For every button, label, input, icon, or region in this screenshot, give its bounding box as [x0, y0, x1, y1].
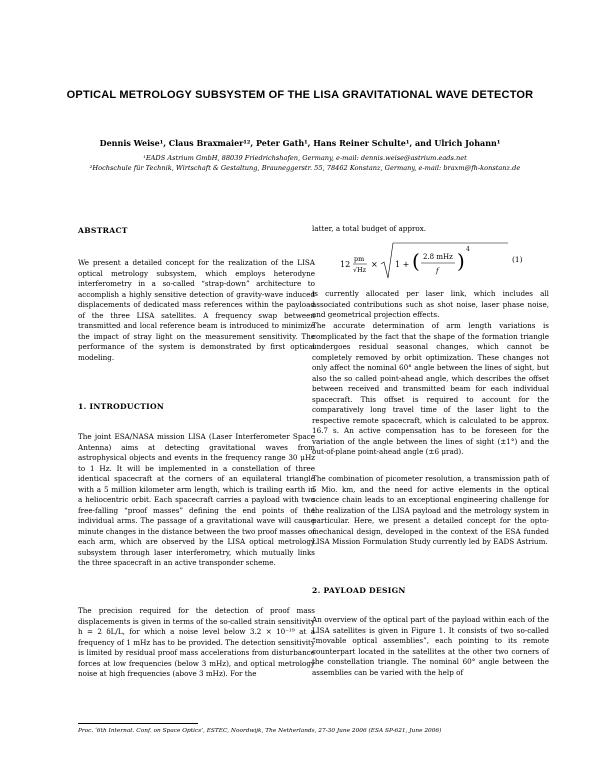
payload-design-heading: 2. PAYLOAD DESIGN: [312, 586, 406, 595]
eq-coefficient: 12: [340, 260, 351, 269]
eq-times: ×: [371, 260, 378, 269]
budget-lead-in: latter, a total budget of approx.: [312, 224, 427, 233]
eq-left-paren: (: [412, 249, 420, 273]
eq-one-plus: 1 +: [395, 260, 410, 269]
eq-unit-numerator: pm: [354, 255, 365, 263]
introduction-heading: 1. INTRODUCTION: [78, 402, 165, 411]
noise-budget-equation: [340, 240, 540, 284]
budget-paragraph: is currently allocated per laser link, which includes all associated contributions such as shot noise, laser phase noise, and geometrical projection effects.: [312, 289, 549, 319]
affiliation-2: ²Hochschule für Technik, Wirtschaft & Gestaltung, Brauneggerstr. 55, 78462 Konstanz, Germany, e-mail: braxm@fh-konstanz.de: [89, 164, 521, 172]
eq-fraction-numerator: 2.8 mHz: [423, 253, 453, 261]
eq-fraction-denominator: f: [436, 267, 439, 275]
abstract-heading: ABSTRACT: [78, 226, 128, 235]
eq-unit-denominator: √Hz: [353, 266, 367, 274]
eq-right-paren: ): [457, 249, 465, 273]
affiliation-1: ¹EADS Astrium GmbH, 88039 Friedrichshafen, Germany, e-mail: dennis.weise@astrium.eads.net: [143, 154, 467, 162]
payload-design-paragraph: An overview of the optical part of the payload within each of the LISA satellites is given in Figure 1. It consists of two so-called “movable optical assemblies”, each pointing to its remote counterpart located in the satellites at the other two corners of the constellation triangle. The nominal 60° angle between the assemblies can be varied with the help of: [312, 615, 549, 677]
introduction-paragraph-1: The joint ESA/NASA mission LISA (Laser Interferometer Space Antenna) aims at detecting gravitational waves from astrophysical objects and events in the frequency range 30 μHz to 1 Hz. It will be implemented in a constellation of three identical spacecraft at the corners of an equilateral triangle with a 5 million kilometer arm length, which is trailing earth in a heliocentric orbit. Each spacecraft carries a payload with two free-falling “proof masses” defining the end points of the individual arms. The passage of a gravitational wave will cause minute changes in the distance between the two proof masses of each arm, which are observed by the LISA optical metrology subsystem through laser interferometry, which mutually links the three spacecraft in an active transponder scheme.: [78, 432, 315, 567]
proceedings-footnote: Proc. ‘6th Internat. Conf. on Space Optics’, ESTEC, Noordwijk, The Netherlands, 27-30 June 2006 (ESA SP-621, June 2006): [78, 728, 442, 734]
introduction-paragraph-2: The precision required for the detection of proof mass displacements is given in terms of the so-called strain sensitivity h = 2 δL/L, for which a noise level below 3.2 × 10⁻¹⁹ at a frequency of 1 mHz has to be provided. The detection sensitivity is limited by residual proof mass accelerations from disturbance forces at low frequencies (below 3 mHz), and optical metrology noise at high frequencies (above 3 mHz). For the: [78, 606, 315, 678]
affiliations: [85, 153, 525, 173]
abstract-text: We present a detailed concept for the realization of the LISA optical metrology subsystem, which employs heterodyne interferometry in a so-called “strap-down” architecture to accomplish a highly sensitive detection of gravity-wave induced displacements of dedicated mass references within the payload of the three LISA satellites. A frequency swap between transmitted and local reference beam is introduced to minimize the impact of stray light on the measurement sensitivity. The performance of the system is demonstrated by first optical modeling.: [78, 258, 315, 362]
author-list: Dennis Weise¹, Claus Braxmaier¹², Peter Gath¹, Hans Reiner Schulte¹, and Ulrich Johann¹: [99, 138, 501, 148]
equation-number: (1): [512, 255, 523, 264]
arm-length-paragraph: The accurate determination of arm length variations is complicated by the fact that the shape of the formation triangle undergoes residual seasonal changes, which cannot be completely removed by orbit optimization. These changes not only affect the nominal 60° angle between the lines of sight, but also the so called point-ahead angle, which describes the offset between received and transmitted beam for each individual spacecraft. This offset is required to account for the comparatively long travel time of the laser light to the respective remote spacecraft, which is calculated to be approx. 16.7 s. An active compensation has to be foreseen for the variation of the angle between the lines of sight (±1°) and the out-of-plane point-ahead angle (±6 μrad).: [312, 321, 549, 456]
engineering-challenge-paragraph: The combination of picometer resolution, a transmission path of 5 Mio. km, and the need for active elements in the optical science chain leads to an exceptional engineering challenge for the realization of the LISA payload and the metrology system in particular. Here, we present a detailed concept for the opto-mechanical design, developed in the context of the ESA funded LISA Mission Formulation Study currently led by EADS Astrium.: [312, 474, 549, 546]
eq-exponent: 4: [466, 246, 470, 253]
paper-title: OPTICAL METROLOGY SUBSYSTEM OF THE LISA GRAVITATIONAL WAVE DETECTOR: [66, 89, 534, 101]
footnote-rule: [78, 723, 198, 724]
